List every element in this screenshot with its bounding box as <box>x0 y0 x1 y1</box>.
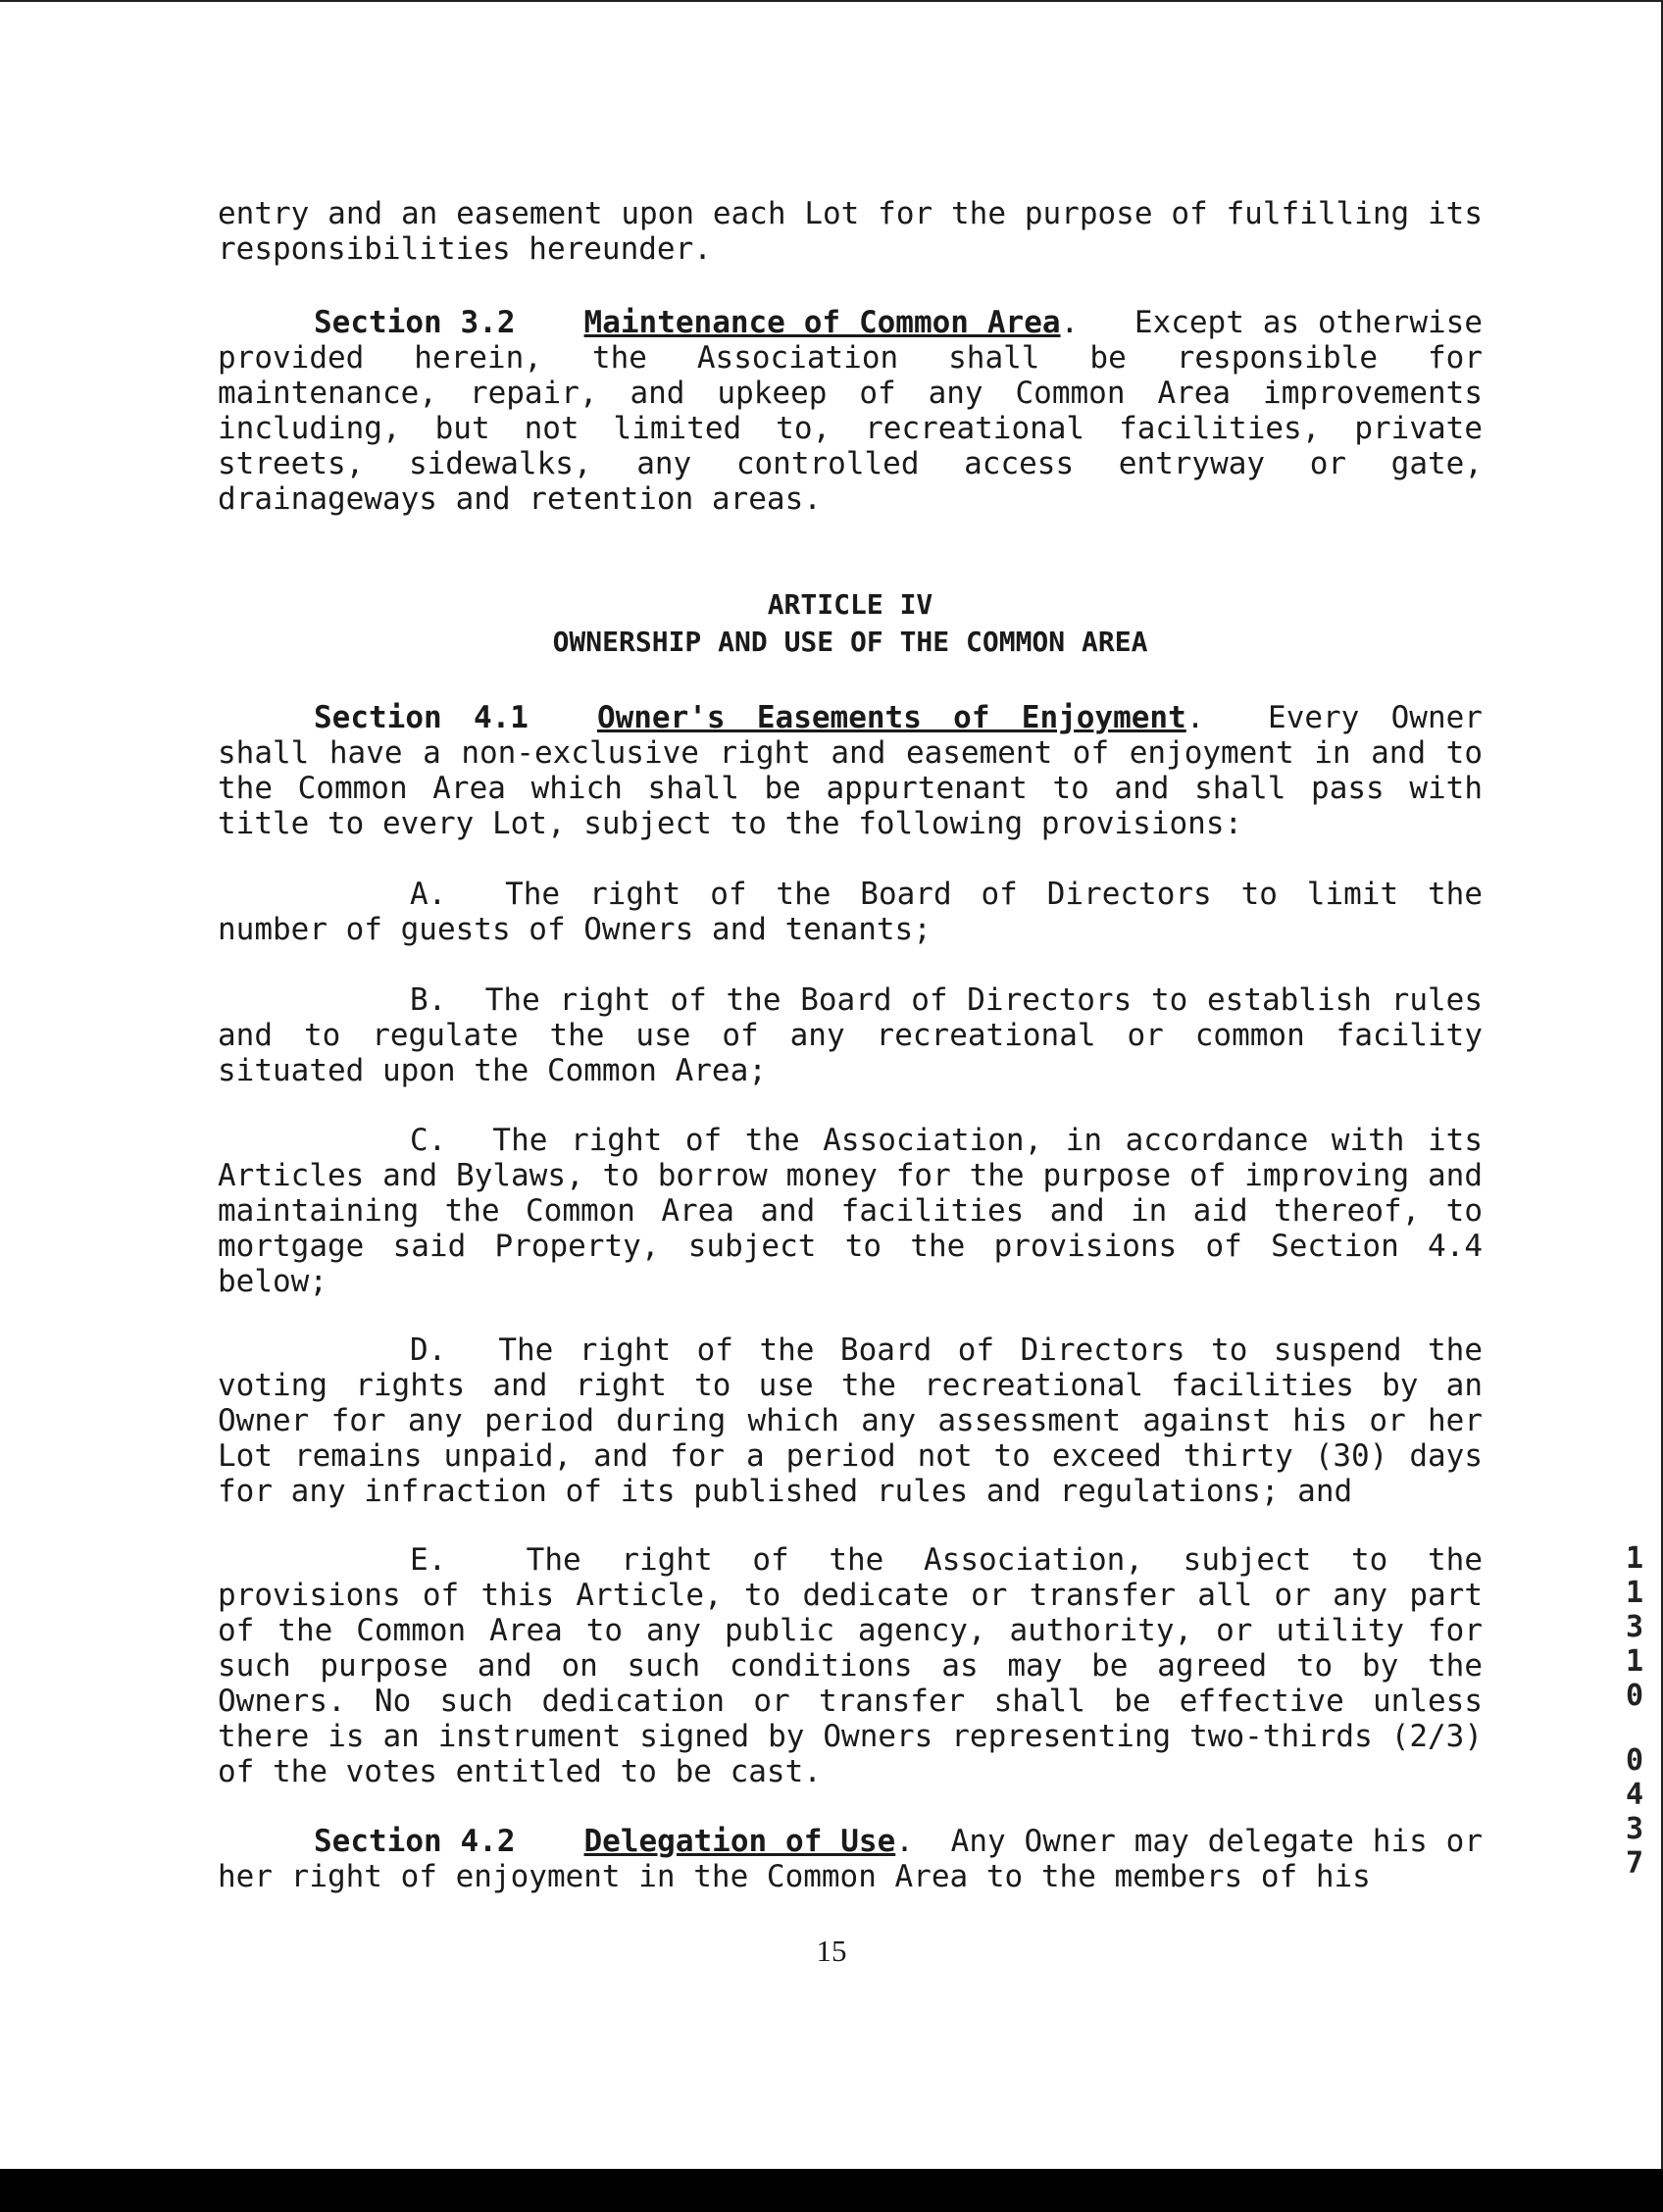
list-item-a <box>218 877 1483 947</box>
list-item-text: C. The right of the Association, in accordance with its Articles and Bylaws, to borrow money for the purpose of improving and maintaining the Common Area and facilities and in aid thereof, to mortgage said Property, subject to the provisions of Section 4.4 below; <box>218 1123 1483 1299</box>
recording-stamp-bottom <box>1620 1743 1649 1881</box>
stamp-digit: 0 <box>1625 1743 1644 1778</box>
scan-top-edge <box>0 0 1663 2</box>
paragraph-text: entry and an easement upon each Lot for the purpose of fulfilling its responsibilities hereunder. <box>218 196 1483 267</box>
section-title: Owner's Easements of Enjoyment <box>596 700 1186 735</box>
article-heading <box>218 586 1483 661</box>
list-item-text: E. The right of the Association, subject to the provisions of this Article, to dedicate or transfer all or any part of the Common Area to any public agency, authority, or utility for such purpose and on such conditions as may be agreed to by the Owners. No such dedication or transfer shall be effective unless there is an instrument signed by Owners representing two-thirds (2/3) of the votes entitled to be cast. <box>218 1542 1483 1789</box>
section-body: Any Owner may delegate his or her right of enjoyment in the Common Area to the members of his <box>218 1824 1483 1894</box>
section-number: Section 4.2 <box>314 1824 516 1859</box>
stamp-digit: 1 <box>1625 1644 1644 1679</box>
list-item-d <box>218 1332 1483 1509</box>
section-title: Maintenance of Common Area <box>583 305 1061 340</box>
stamp-digit: 4 <box>1625 1778 1644 1812</box>
list-item-text: D. The right of the Board of Directors to suspend the voting rights and right to use the recreational facilities by an Owner for any period during which any assessment against his or her Lot remains unpaid, and for a period not to exceed thirty (30) days for any infraction of its published rules and regulations; and <box>218 1332 1483 1509</box>
stamp-digit: 3 <box>1625 1610 1644 1644</box>
stamp-digit: 0 <box>1625 1679 1644 1713</box>
section-number: Section 4.1 <box>314 700 529 735</box>
recording-stamp-top <box>1620 1541 1649 1713</box>
section-title: Delegation of Use <box>583 1824 896 1859</box>
list-item-text: A. The right of the Board of Directors to limit the number of guests of Owners and tenants; <box>218 877 1483 947</box>
stamp-digit: 3 <box>1625 1812 1644 1846</box>
scan-bottom-border <box>0 2169 1663 2212</box>
stamp-digit: 1 <box>1625 1576 1644 1610</box>
section-4-1: Section 4.1 Owner's Easements of Enjoyment. Every Owner shall have a non-exclusive right and easement of enjoyment in and to the Common Area which shall be appurtenant to and shall pass with title to every Lot, subject to the following provisions: <box>218 700 1483 841</box>
stamp-digit: 1 <box>1625 1541 1644 1576</box>
paragraph-continuation <box>218 196 1483 267</box>
section-3-2: Section 3.2 Maintenance of Common Area. Except as otherwise provided herein, the Association shall be responsible for maintenance, repair, and upkeep of any Common Area improvements including, but not limited to, recreational facilities, private streets, sidewalks, any controlled access entryway or gate, drainageways and retention areas. <box>218 305 1483 517</box>
section-number: Section 3.2 <box>314 305 516 340</box>
list-item-c <box>218 1123 1483 1299</box>
article-title: OWNERSHIP AND USE OF THE COMMON AREA <box>552 626 1148 658</box>
list-item-e <box>218 1542 1483 1789</box>
list-item-b <box>218 982 1483 1088</box>
stamp-digit: 7 <box>1625 1846 1644 1881</box>
section-body: Every Owner shall have a non-exclusive right and easement of enjoyment in and to the Common Area which shall be appurtenant to and shall pass with title to every Lot, subject to the following provisions: <box>218 700 1483 841</box>
page-number: 15 <box>816 1934 847 1968</box>
section-4-2: Section 4.2 Delegation of Use. Any Owner may delegate his or her right of enjoyment in the Common Area to the members of his <box>218 1824 1483 1894</box>
section-body: Except as otherwise provided herein, the Association shall be responsible for maintenance, repair, and upkeep of any Common Area improvements including, but not limited to, recreational facilities, private streets, sidewalks, any controlled access entryway or gate, drainageways and retention areas. <box>218 305 1483 517</box>
list-item-text: B. The right of the Board of Directors to establish rules and to regulate the use of any recreational or common facility situated upon the Common Area; <box>218 982 1483 1088</box>
article-number: ARTICLE IV <box>767 588 933 621</box>
